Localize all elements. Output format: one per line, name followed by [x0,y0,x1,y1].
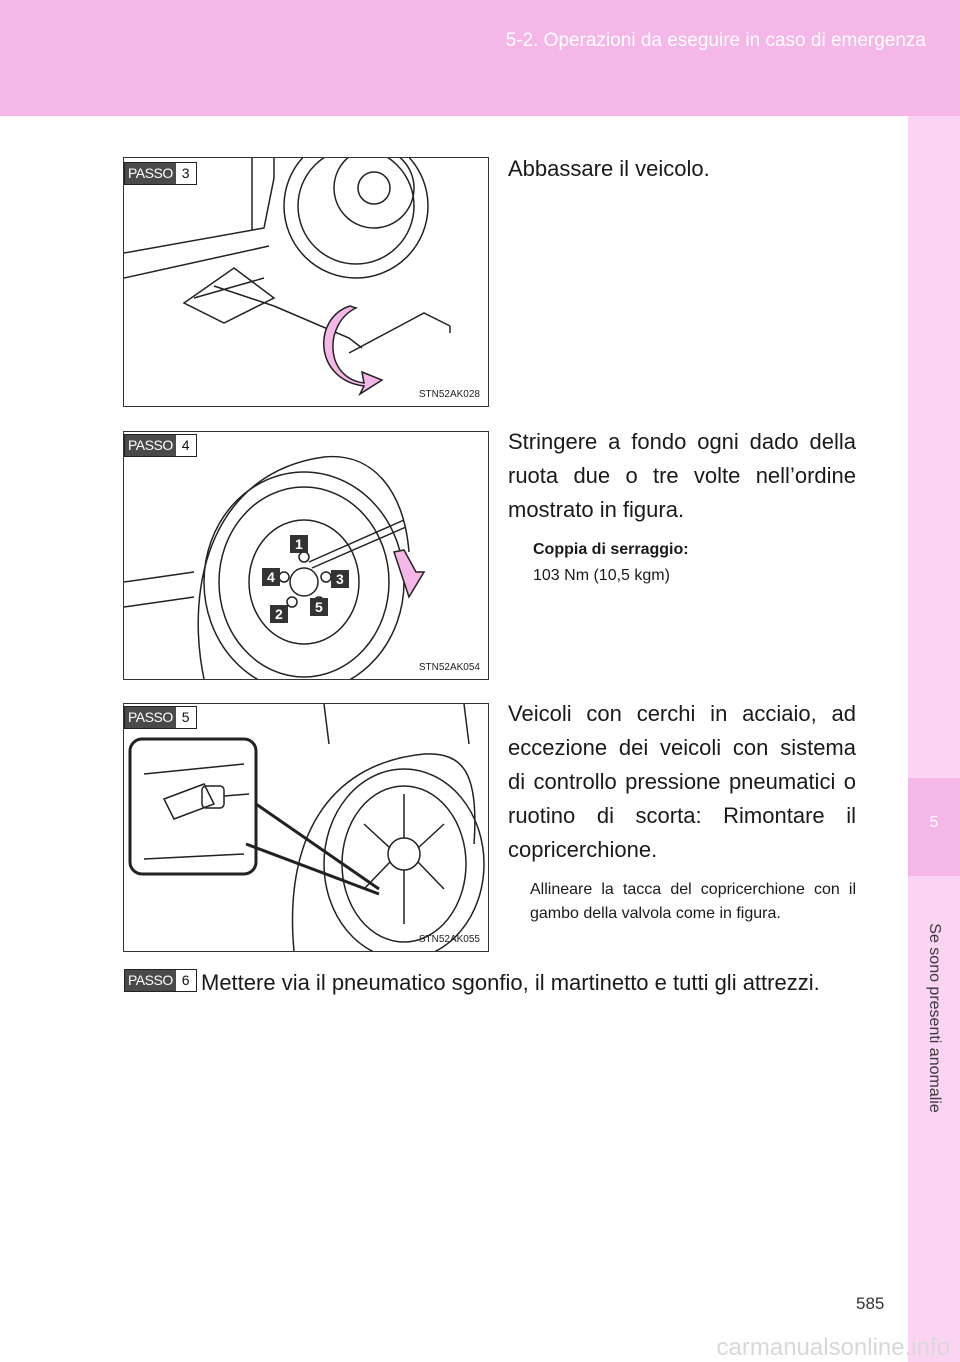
chapter-label: Se sono presenti anomalie [926,923,943,1113]
wheel-cover-illustration [124,704,488,951]
figure-code: STN52AK055 [418,934,480,945]
step-5-note: Allineare la tacca del copricerchione con il gambo della valvola come in figura. [530,881,856,922]
chapter-number-tab [908,778,960,876]
figure-lower-vehicle [123,157,489,407]
step-6-text: Mettere via il pneumatico sgonfio, il martinetto e tutti gli attrezzi. [201,970,820,995]
step-badge-6: PASSO 6 [124,969,197,992]
nut-label-1: 1 [295,536,303,552]
header-band [0,0,960,116]
turn-arrow-icon [394,550,424,597]
figure-code: STN52AK028 [418,389,480,400]
wheel-nut-order-illustration [124,432,488,679]
step-badge-5: PASSO 5 [124,706,197,729]
watermark: carmanualsonline.info [716,1334,950,1361]
step-3-text: Abbassare il veicolo. [508,156,710,181]
step-badge-3: PASSO 3 [124,162,197,185]
torque-label: Coppia di serraggio: [533,541,689,558]
jack-lowering-illustration [124,158,488,406]
nut-label-4: 4 [267,569,275,585]
nut-label-5: 5 [315,599,323,615]
step-4-text: Stringere a fondo ogni dado della ruota due o tre volte nell’ordine mostrato in figura. [508,429,856,522]
rotation-arrow-icon [324,306,382,394]
step-badge-4: PASSO 4 [124,434,197,457]
torque-value: 103 Nm (10,5 kgm) [533,567,670,584]
page-number: 585 [856,1294,885,1313]
nut-label-3: 3 [336,571,344,587]
chapter-number: 5 [929,814,939,831]
figure-wheel-cover [123,703,489,952]
step-5-text: Veicoli con cerchi in acciaio, ad eccezione dei veicoli con sistema di controllo pressione pneumatici o ruotino di scorta: Rimontare il copricerchione. [508,701,856,862]
section-title: 5-2. Operazioni da eseguire in caso di emergenza [505,30,926,51]
figure-tighten-nuts [123,431,489,680]
nut-label-2: 2 [275,606,283,622]
figure-code: STN52AK054 [418,662,480,673]
side-tab [908,116,960,1362]
